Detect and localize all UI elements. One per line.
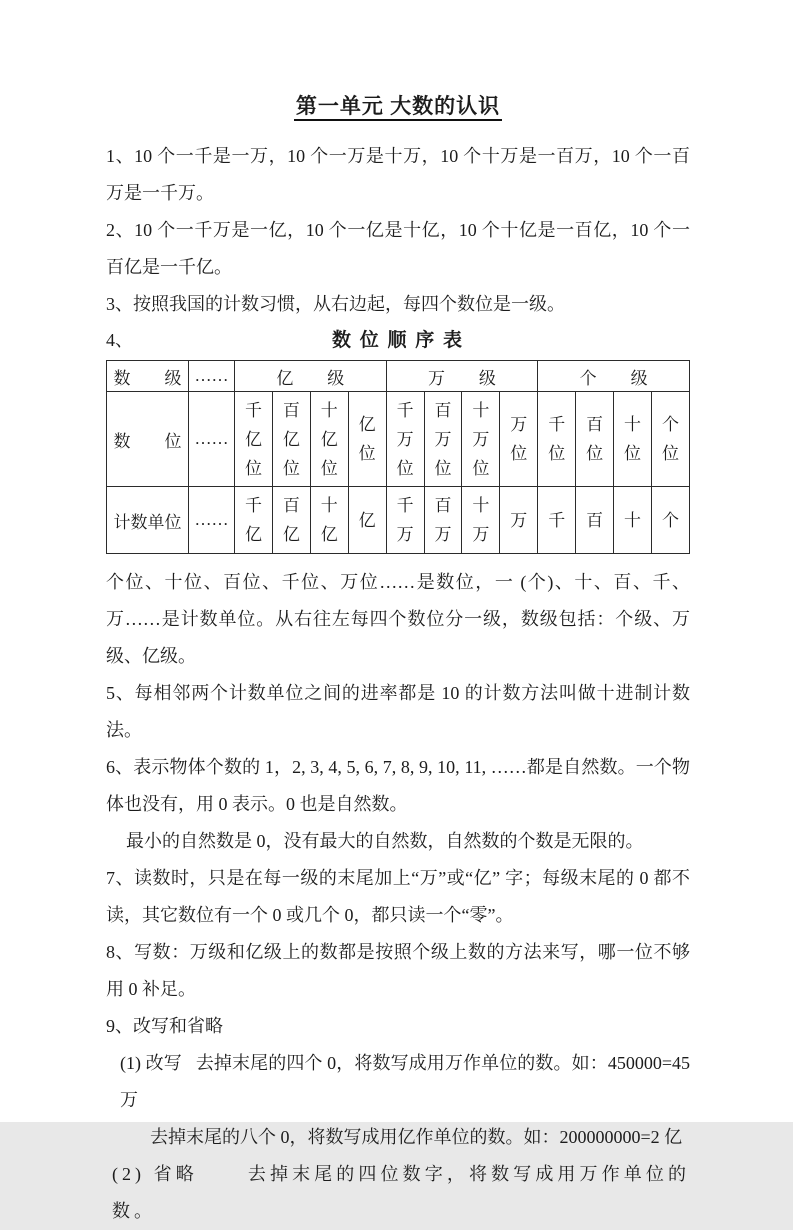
table-cell [272,392,310,487]
table-cell [386,487,424,554]
table-caption-row [106,323,690,358]
cell-place: 亿位 [358,415,376,463]
item-9-1-label: (1) 改写 [120,1053,182,1073]
cell-unit: 十亿 [320,496,338,544]
table-cell [500,392,538,487]
paragraph-item-6-note: 最小的自然数是 0，没有最大的自然数，自然数的个数是无限的。 [126,831,644,851]
paragraph-item-7: 7、读数时，只是在每一级的末尾加上“万”或“亿” 字；每级末尾的 0 都不读，其它数位有一个 0 或几个 0，都只读一个“零”。 [106,868,690,925]
cell-place: 百万位 [434,400,452,478]
paragraph-item-9-1 [106,1045,690,1119]
table-cell [576,392,614,487]
cell-place: 十亿位 [320,400,338,478]
table-cell [348,487,386,554]
cell-place: 千万位 [396,400,414,478]
cell-unit: 百万 [434,496,452,544]
cell-place: 个位 [661,415,679,463]
paragraph-item-5: 5、每相邻两个计数单位之间的进率都是 10 的计数方法叫做十进制计数法。 [106,683,690,740]
table-cell [310,487,348,554]
cell-unit: 个 [661,510,679,530]
cell-level-wan: 万 级 [386,361,538,392]
item-9-2-text: 去掉末尾的四位数字，将数写成用万作单位的数。 [112,1164,691,1221]
table-cell [614,487,652,554]
table-cell [538,392,576,487]
cell-place: 十位 [624,415,642,463]
table-cell [235,487,273,554]
table-cell [424,392,462,487]
cell-level-label: 数 级 [107,361,189,392]
cell-units-label: 计数单位 [107,487,189,554]
cell-unit: 万 [510,510,528,530]
table-cell [386,392,424,487]
page-title [106,90,690,122]
table-cell [235,392,273,487]
cell-unit: 百 [586,510,604,530]
paragraph-item-8: 8、写数：万级和亿级上的数都是按照个级上数的方法来写，哪一位不够用 0 补足。 [106,942,690,999]
item-9-2-label: (2) 省略 [112,1164,198,1184]
table-row-counting-units [107,487,690,554]
item-9-1-text: 去掉末尾的四个 0，将数写成用万作单位的数。如：450000=45万 [120,1053,690,1110]
paragraph-item-9: 9、改写和省略 [106,1016,223,1036]
paragraph-item-2: 2、10 个一千万是一亿，10 个一亿是十亿，10 个十亿是一百亿，10 个一百亿是一千亿。 [106,220,690,277]
page-title-text: 第一单元 大数的认识 [294,94,502,121]
cell-unit: 千 [548,510,566,530]
cell-place: 千位 [548,415,566,463]
table-cell [576,487,614,554]
cell-level-dots: …… [189,361,235,392]
place-value-table [106,360,690,554]
table-row-levels [107,361,690,392]
table-cell [614,392,652,487]
paragraph-item-9-1b: 去掉末尾的八个 0，将数写成用亿作单位的数。如：200000000=2 亿 [150,1127,683,1147]
paragraph-item-3: 3、按照我国的计数习惯，从右边起，每四个数位是一级。 [106,294,565,314]
table-cell [651,392,689,487]
cell-place: 千亿位 [244,400,262,478]
cell-place: 十万位 [472,400,490,478]
cell-level-yi: 亿 级 [235,361,387,392]
table-cell [424,487,462,554]
table-row-digit-places [107,392,690,487]
cell-place: 百位 [586,415,604,463]
cell-units-dots: …… [189,487,235,554]
cell-place: 百亿位 [282,400,300,478]
paragraph-item-6: 6、表示物体个数的 1，2, 3, 4, 5, 6, 7, 8, 9, 10, 11, ……都是自然数。一个物体也没有，用 0 表示。0 也是自然数。 [106,757,690,814]
cell-level-ge: 个 级 [538,361,690,392]
paragraph-after-table: 个位、十位、百位、千位、万位……是数位，一 (个)、十、百、千、万……是计数单位。从右往左每四个数位分一级，数级包括：个级、万级、亿级。 [106,572,690,666]
cell-places-dots: …… [189,392,235,487]
table-cell [500,487,538,554]
table-cell [651,487,689,554]
cell-unit: 千亿 [244,496,262,544]
table-title: 数 位 顺 序 表 [331,330,464,351]
cell-unit: 十 [624,510,642,530]
table-cell [538,487,576,554]
table-cell [348,392,386,487]
cell-place: 万位 [510,415,528,463]
paragraph-item-1: 1、10 个一千是一万，10 个一万是十万，10 个十万是一百万，10 个一百万是一千万。 [106,146,690,203]
item-4-number: 4、 [106,330,133,350]
table-cell [462,487,500,554]
table-cell [462,392,500,487]
cell-unit: 千万 [396,496,414,544]
table-cell [310,392,348,487]
cell-unit: 十万 [472,496,490,544]
paragraph-item-9-2 [106,1156,690,1230]
table-cell [272,487,310,554]
cell-unit: 百亿 [282,496,300,544]
cell-unit: 亿 [358,510,376,530]
cell-places-label: 数 位 [107,392,189,487]
